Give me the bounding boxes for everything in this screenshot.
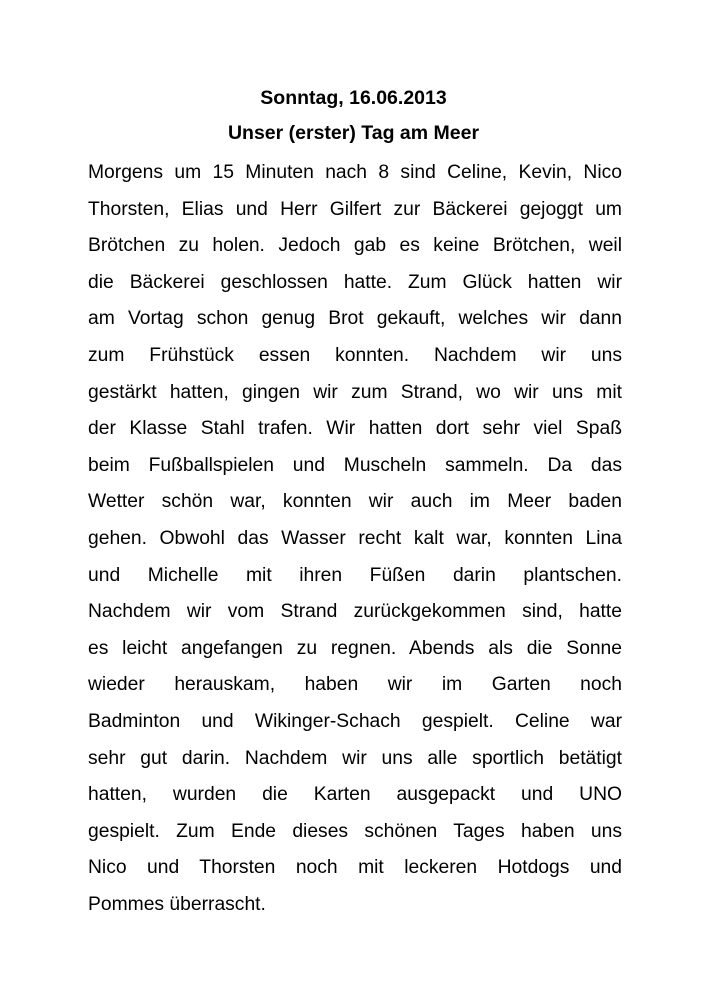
text-line: Thorsten, Elias und Herr Gilfert zur Bäckerei gejoggt um <box>88 198 622 220</box>
text-line: gestärkt hatten, gingen wir zum Strand, wo wir uns mit <box>88 381 622 403</box>
text-line: Brötchen zu holen. Jedoch gab es keine Brötchen, weil <box>88 235 622 257</box>
date-heading: Sonntag, 16.06.2013 <box>260 87 447 109</box>
text-line: gehen. Obwohl das Wasser recht kalt war, konnten Lina <box>88 527 622 549</box>
body-paragraph <box>88 155 622 923</box>
text-line: am Vortag schon genug Brot gekauft, welches wir dann <box>88 308 622 330</box>
text-line: es leicht angefangen zu regnen. Abends als die Sonne <box>88 637 622 659</box>
document-title: Unser (erster) Tag am Meer <box>227 122 480 144</box>
text-line: die Bäckerei geschlossen hatte. Zum Glück hatten wir <box>88 271 622 293</box>
text-line: beim Fußballspielen und Muscheln sammeln. Da das <box>88 454 622 476</box>
text-line: Morgens um 15 Minuten nach 8 sind Celine, Kevin, Nico <box>88 162 622 183</box>
text-line: und Michelle mit ihren Füßen darin plantschen. <box>88 564 622 586</box>
text-line: Wetter schön war, konnten wir auch im Meer baden <box>88 491 622 513</box>
text-line: Badminton und Wikinger-Schach gespielt. Celine war <box>88 710 622 732</box>
text-line: zum Frühstück essen konnten. Nachdem wir uns <box>88 344 622 366</box>
text-line: der Klasse Stahl trafen. Wir hatten dort sehr viel Spaß <box>88 418 622 440</box>
text-line: Nachdem wir vom Strand zurückgekommen sind, hatte <box>88 601 622 623</box>
text-line: sehr gut darin. Nachdem wir uns alle sportlich betätigt <box>88 747 622 769</box>
text-line: wieder herauskam, haben wir im Garten noch <box>88 674 622 696</box>
text-line: Nico und Thorsten noch mit leckeren Hotdogs und <box>88 857 622 879</box>
text-line: hatten, wurden die Karten ausgepackt und UNO <box>88 784 622 806</box>
text-line: Pommes überrascht. <box>88 893 266 915</box>
text-line: gespielt. Zum Ende dieses schönen Tages haben uns <box>88 820 622 842</box>
